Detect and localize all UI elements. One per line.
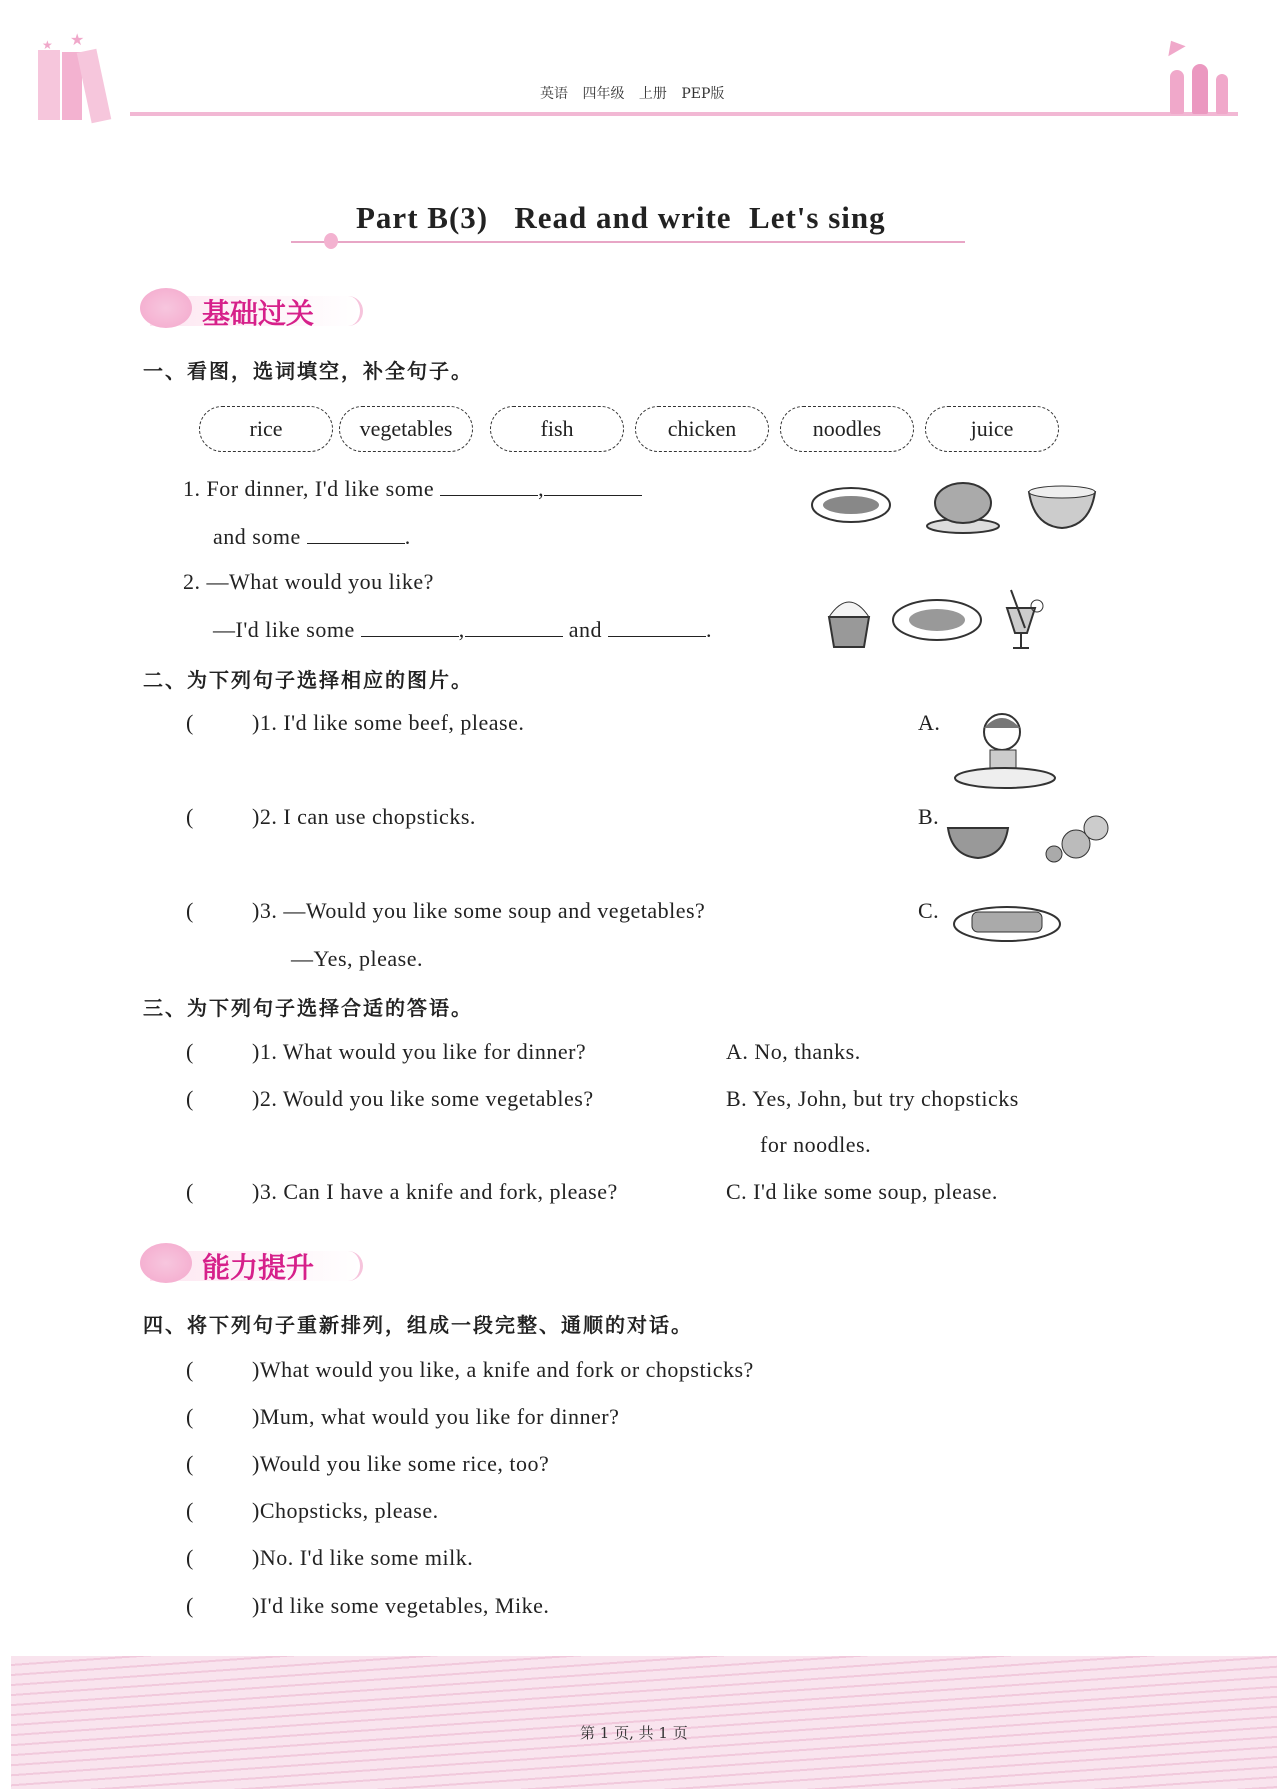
books-decoration-icon: ★ ★: [30, 30, 150, 130]
title-bullet-icon: [324, 233, 338, 249]
header-info: [540, 83, 724, 103]
answer-paren[interactable]: (: [186, 1498, 194, 1523]
q1-item2-text: —I'd like some: [213, 617, 355, 642]
option-c-label: C.: [918, 898, 940, 923]
chicken-icon: [923, 478, 1003, 534]
q2-item: [186, 804, 476, 830]
header-grade: 四年级: [582, 86, 625, 102]
q2-item-text: )3. —Would you like some soup and vegetables?: [252, 898, 706, 923]
q3-item: [186, 1179, 618, 1205]
q1-item2-line1: 2. —What would you like?: [183, 569, 434, 594]
section-advanced-title: 能力提升: [202, 1251, 315, 1284]
q3-heading: 三、为下列句子选择合适的答语。: [143, 996, 473, 1020]
header-subject: 英语: [540, 86, 568, 102]
answer-paren[interactable]: (: [186, 1086, 194, 1111]
q1-item1-line1: [183, 476, 642, 502]
q2-item-text: )1. I'd like some beef, please.: [252, 710, 525, 735]
comma: ,: [458, 617, 465, 642]
q4-item: [186, 1404, 619, 1430]
q4-item: [186, 1498, 439, 1524]
word-cloud: chicken: [635, 406, 769, 452]
section-basic-title: 基础过关: [202, 297, 315, 330]
q2-item: [186, 710, 524, 736]
answer-paren[interactable]: (: [186, 1357, 194, 1382]
answer-paren[interactable]: (: [186, 1545, 194, 1570]
q1-item1-line2: [213, 524, 411, 550]
soup-vegetables-picture: [946, 808, 1116, 870]
header-volume: 上册: [638, 86, 667, 102]
answer-paren[interactable]: (: [186, 898, 194, 923]
period: .: [705, 617, 712, 642]
answer-paren[interactable]: (: [186, 1451, 194, 1476]
children-kite-decoration-icon: [1160, 40, 1240, 116]
q1-item1-text: 1. For dinner, I'd like some: [183, 476, 435, 501]
q2-heading: 二、为下列句子选择相应的图片。: [143, 668, 473, 692]
rocket-icon: [140, 1243, 192, 1283]
comma: ,: [538, 476, 545, 501]
q4-item-text: )Would you like some rice, too?: [252, 1451, 550, 1476]
word-cloud: juice: [925, 406, 1059, 452]
fish-dish-icon: [891, 597, 983, 643]
answer-blank[interactable]: [465, 618, 563, 637]
and-word: and: [568, 617, 602, 642]
q1-item2-line2: [213, 617, 712, 643]
q4-item-text: )I'd like some vegetables, Mike.: [252, 1593, 550, 1618]
juice-glass-icon: [997, 588, 1047, 652]
q3-answer-c: C. I'd like some soup, please.: [726, 1179, 998, 1204]
q3-item: [186, 1039, 586, 1065]
q2-item3-reply: —Yes, please.: [291, 946, 423, 971]
q4-item-text: )Chopsticks, please.: [252, 1498, 439, 1523]
q3-item-text: )2. Would you like some vegetables?: [252, 1086, 594, 1111]
answer-paren[interactable]: (: [186, 1593, 194, 1618]
answer-paren[interactable]: (: [186, 710, 194, 735]
header-divider: [130, 112, 1238, 116]
answer-blank[interactable]: [440, 477, 538, 496]
q2-item-text: )2. I can use chopsticks.: [252, 804, 476, 829]
fish-plate-icon: [810, 485, 892, 525]
q4-item: [186, 1357, 754, 1383]
q4-item-text: )No. I'd like some milk.: [252, 1545, 474, 1570]
q2-item: [186, 898, 705, 924]
q1-heading: 一、看图，选词填空，补全句子。: [143, 359, 473, 383]
answer-paren[interactable]: (: [186, 1404, 194, 1429]
option-b-label: B.: [918, 804, 940, 829]
period: .: [404, 524, 411, 549]
header-edition: PEP版: [681, 86, 725, 102]
q4-item: [186, 1451, 549, 1477]
q4-item: [186, 1593, 549, 1619]
rice-bowl-icon: [824, 592, 874, 652]
q4-item-text: )What would you like, a knife and fork or chopsticks?: [252, 1357, 754, 1382]
q4-item-text: )Mum, what would you like for dinner?: [252, 1404, 620, 1429]
word-cloud: noodles: [780, 406, 914, 452]
option-a-label: A.: [918, 710, 941, 735]
beef-plate-picture: [952, 904, 1062, 944]
answer-blank[interactable]: [361, 618, 459, 637]
answer-blank[interactable]: [608, 618, 706, 637]
page-number: 第 1 页, 共 1 页: [580, 1724, 688, 1742]
answer-blank[interactable]: [307, 525, 405, 544]
q1-item1-text2: and some: [213, 524, 301, 549]
q3-item-text: )3. Can I have a knife and fork, please?: [252, 1179, 618, 1204]
q3-answer-a: A. No, thanks.: [726, 1039, 861, 1064]
answer-paren[interactable]: (: [186, 804, 194, 829]
answer-blank[interactable]: [544, 477, 642, 496]
q3-answer-b-cont: for noodles.: [760, 1132, 872, 1157]
page-title: Part B(3) Read and write Let's sing: [356, 200, 886, 235]
answer-paren[interactable]: (: [186, 1039, 194, 1064]
word-cloud: fish: [490, 406, 624, 452]
q3-item: [186, 1086, 594, 1112]
noodles-bowl-icon: [1026, 482, 1098, 532]
answer-paren[interactable]: (: [186, 1179, 194, 1204]
q4-item: [186, 1545, 473, 1571]
word-cloud: vegetables: [339, 406, 473, 452]
title-underline: [291, 241, 965, 243]
boy-eating-picture: [952, 710, 1058, 792]
graduation-cap-icon: [140, 288, 192, 328]
q4-heading: 四、将下列句子重新排列，组成一段完整、通顺的对话。: [143, 1313, 693, 1337]
word-cloud: rice: [199, 406, 333, 452]
q3-item-text: )1. What would you like for dinner?: [252, 1039, 587, 1064]
q3-answer-b: B. Yes, John, but try chopsticks: [726, 1086, 1019, 1111]
